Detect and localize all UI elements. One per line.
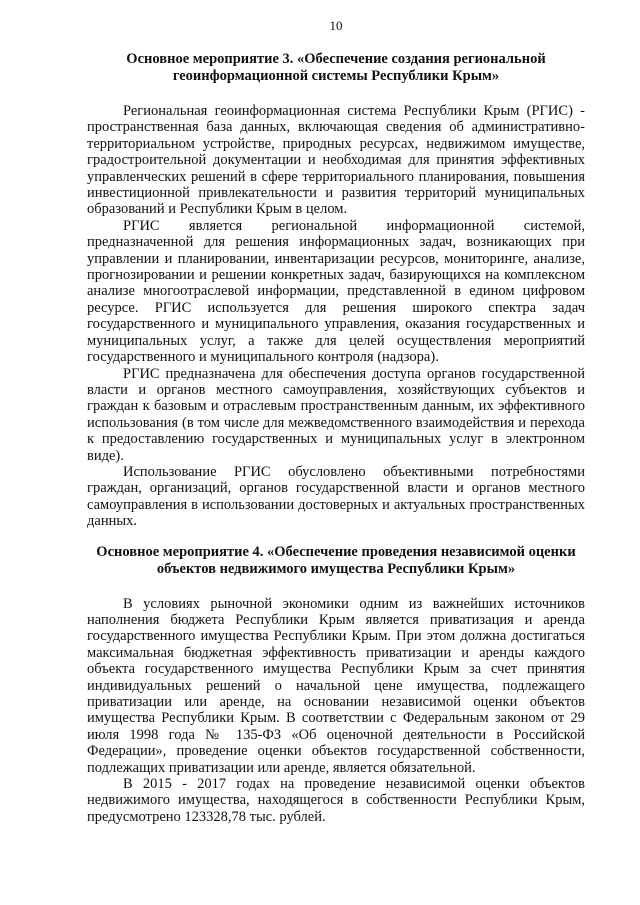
section-heading-line: Основное мероприятие 4. «Обеспечение проведения независимой оценки [96,543,576,560]
paragraph: РГИС является региональной информационной системой, предназначенной для решения информационных задач, возникающих при управлении и планировании, инвентаризации ресурсов, мониторинге, анализе, прогнозировании и решении конкретных задач, базирующихся на комплексном анализе многоотраслевой информации, представленной в едином цифровом ресурсе. РГИС используется для решения широкого спектра задач государственного и муниципального управления, оказания государственных и муниципальных услуг, а также для целей осуществления мероприятий государственного и муниципального контроля (надзора). [87,217,585,366]
section-body [87,596,585,826]
paragraph: В условиях рыночной экономики одним из важнейших источников наполнения бюджета Республики Крым является приватизация и аренда государственного имущества Республики Крым. При этом должна достигаться максимальная бюджетная эффективность приватизации и аренды каждого объекта государственного имущества Республики Крым за счет принятия индивидуальных решений о начальной цене имущества, подлежащего приватизации или аренде, на основании независимой оценки объектов имущества Республики Крым. В соответствии с Федеральным законом от 29 июля 1998 года № 135-ФЗ «Об оценочной деятельности в Российской Федерации», проведение оценки объектов государственной собственности, подлежащих приватизации или аренде, является обязательной. [87,595,585,776]
paragraph: В 2015 - 2017 годах на проведение независимой оценки объектов недвижимого имущества, находящегося в собственности Республики Крым, предусмотрено 123328,78 тыс. рублей. [87,776,585,825]
section-body [87,103,585,530]
spacer [87,578,585,596]
section-heading [87,51,585,85]
section-heading-line: Основное мероприятие 3. «Обеспечение создания региональной [126,51,546,67]
section-event-3 [87,51,585,530]
section-heading [87,544,585,578]
paragraph: Региональная геоинформационная система Республики Крым (РГИС) - пространственная база данных, включающая сведения об административно-территориальном устройстве, природных ресурсах, недвижимом имуществе, градостроительной документации и необходимая для принятия эффективных управленческих решений в сфере территориального планирования, повышения инвестиционной привлекательности и развития территорий муниципальных образований и Республики Крым в целом. [87,103,585,218]
paragraph: Использование РГИС обусловлено объективными потребностями граждан, организаций, органов государственной власти и органов местного самоуправления в использовании достоверных и актуальных пространственных данных. [87,463,585,530]
section-heading-line: геоинформационной системы Республики Крым» [172,68,500,84]
section-event-4 [87,544,585,826]
page-number: 10 [329,18,343,33]
spacer [87,85,585,103]
paragraph: РГИС предназначена для обеспечения доступа органов государственной власти и органов местного самоуправления, хозяйствующих субъектов и граждан к базовым и отраслевым пространственным данным, их эффективного использования (в том числе для межведомственного взаимодействия и перехода к предоставлению государственных и муниципальных услуг в электронном виде). [87,365,585,464]
section-heading-line: объектов недвижимого имущества Республики Крым» [156,560,516,577]
